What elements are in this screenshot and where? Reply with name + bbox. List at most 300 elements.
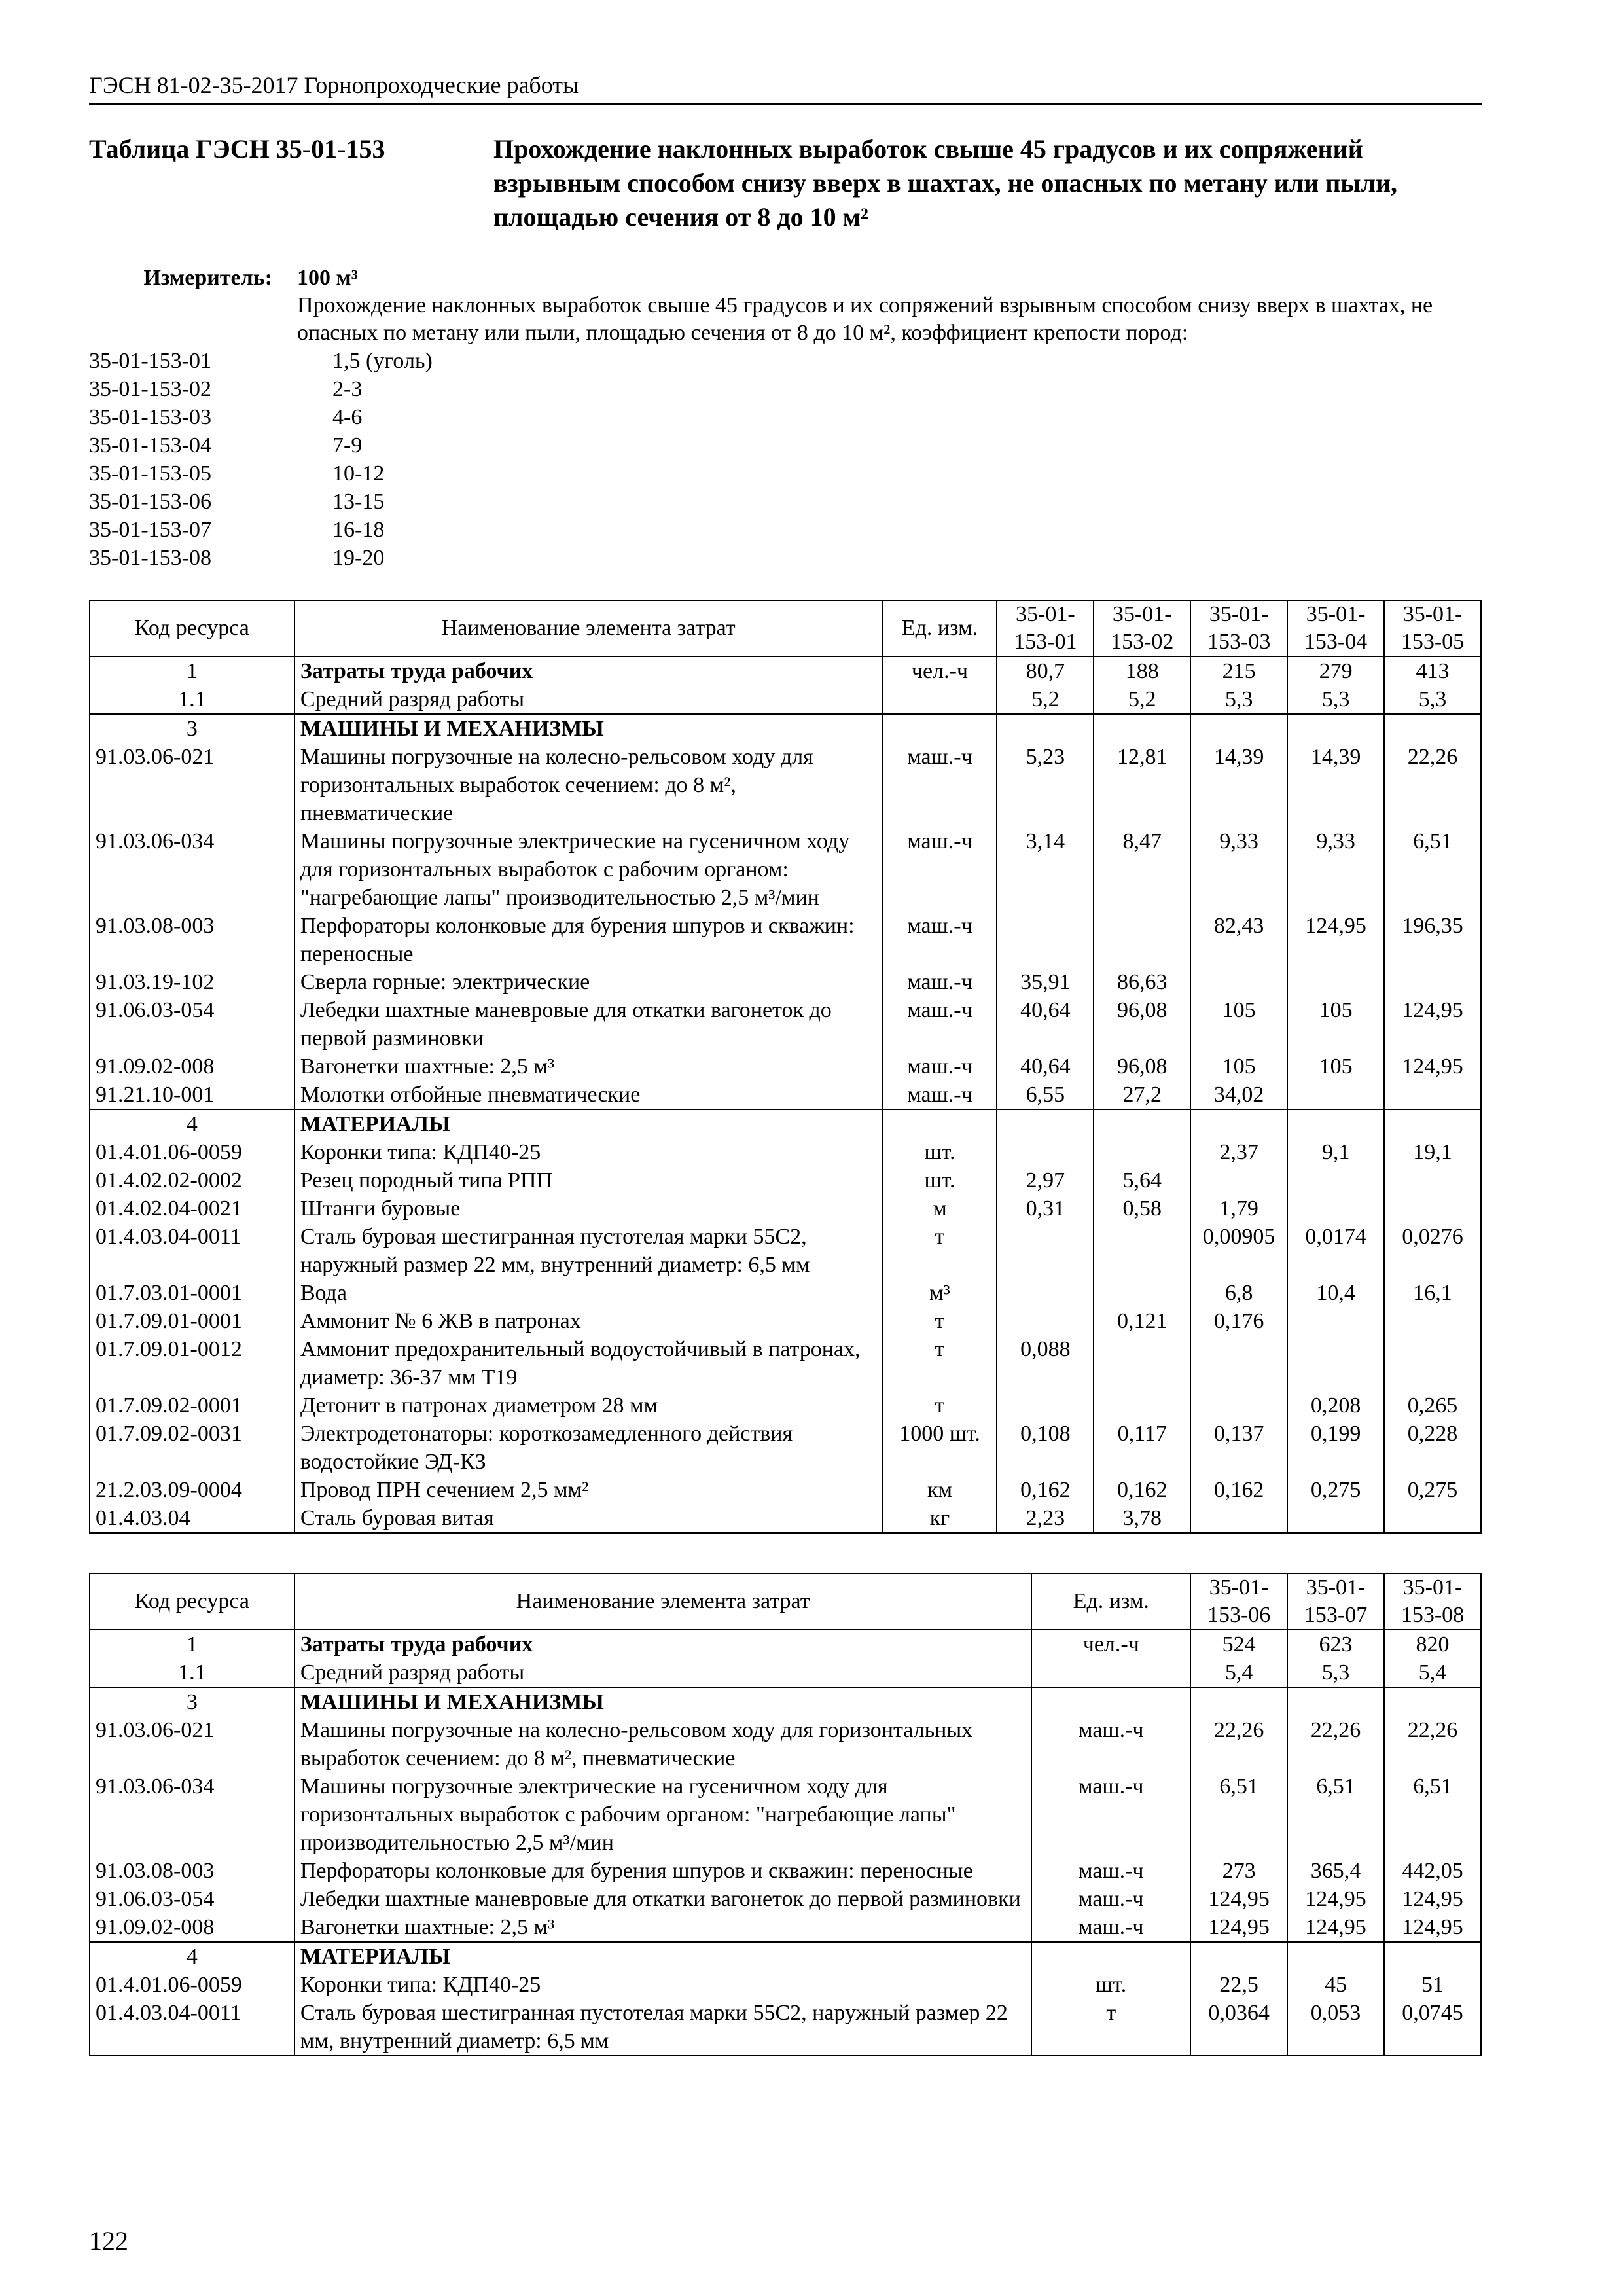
value-cell: 22,26 [1384,743,1481,827]
value-cell [1190,1109,1287,1138]
value-cell [1384,1109,1481,1138]
value-cell [1190,714,1287,743]
unit-cell: т [1031,1999,1190,2056]
value-cell: 12,81 [1094,743,1190,827]
value-cell: 279 [1287,656,1384,685]
value-cell: 82,43 [1190,912,1287,968]
value-cell: 124,95 [1384,1913,1481,1942]
table-row [90,1659,1481,1687]
value-cell: 124,95 [1190,1913,1287,1942]
value-cell: 2,23 [997,1504,1094,1533]
table-header-row [90,1573,1481,1630]
table-row [90,1307,1481,1335]
value-cell: 105 [1287,1052,1384,1081]
value-cell: 5,3 [1287,685,1384,714]
value-cell: 9,1 [1287,1138,1384,1166]
value-cell: 22,26 [1287,1716,1384,1772]
value-cell: 6,51 [1190,1772,1287,1857]
value-cell [1287,1081,1384,1109]
value-cell: 124,95 [1384,1052,1481,1081]
resource-code-cell: 1.1 [90,685,294,714]
unit-cell: 1000 шт. [883,1420,997,1476]
resource-code-cell: 01.7.09.02-0031 [90,1420,294,1476]
value-cell [1094,1279,1190,1307]
code-list-item [89,488,1482,516]
value-cell [1190,1166,1287,1194]
column-header: Ед. изм. [883,600,997,656]
resource-name-cell: Затраты труда рабочих [294,656,883,685]
resource-name-cell: Детонит в патронах диаметром 28 мм [294,1391,883,1420]
value-cell: 0,228 [1384,1420,1481,1476]
value-cell [1287,1109,1384,1138]
resource-name-cell: МАШИНЫ И МЕХАНИЗМЫ [294,714,883,743]
value-cell: 0,275 [1287,1476,1384,1504]
value-cell: 6,51 [1287,1772,1384,1857]
table-row [90,1052,1481,1081]
value-cell: 105 [1287,996,1384,1052]
unit-cell: маш.-ч [1031,1857,1190,1885]
value-cell [1384,1166,1481,1194]
table-row [90,1971,1481,1999]
value-cell [1384,1194,1481,1223]
table-row [90,1687,1481,1716]
column-header: Код ресурса [90,600,294,656]
column-header: 35-01-153-05 [1384,600,1481,656]
value-cell: 6,8 [1190,1279,1287,1307]
value-cell [1287,1504,1384,1533]
value-cell: 6,51 [1384,827,1481,912]
code-list-code: 35-01-153-02 [89,377,211,401]
value-cell: 14,39 [1287,743,1384,827]
unit-cell: шт. [883,1138,997,1166]
value-cell: 124,95 [1287,912,1384,968]
code-list-code: 35-01-153-07 [89,518,211,542]
value-cell: 0,208 [1287,1391,1384,1420]
code-list-value: 10-12 [332,461,385,486]
table-header-row [90,600,1481,656]
table-row [90,743,1481,827]
resource-name-cell: Вода [294,1279,883,1307]
code-list-item [89,544,1482,572]
value-cell [1384,1307,1481,1335]
value-cell: 5,64 [1094,1166,1190,1194]
table-row [90,1857,1481,1885]
value-cell [1384,1687,1481,1716]
unit-cell: чел.-ч [1031,1630,1190,1659]
value-cell: 0,0276 [1384,1223,1481,1279]
resource-name-cell: МАТЕРИАЛЫ [294,1109,883,1138]
value-cell: 0,162 [1094,1476,1190,1504]
resource-name-cell: Сталь буровая витая [294,1504,883,1533]
value-cell [1287,1166,1384,1194]
value-cell: 442,05 [1384,1857,1481,1885]
value-cell: 124,95 [1287,1885,1384,1913]
table-row [90,1391,1481,1420]
resource-code-cell: 91.09.02-008 [90,1913,294,1942]
value-cell: 0,137 [1190,1420,1287,1476]
resource-code-cell: 01.7.03.01-0001 [90,1279,294,1307]
resource-code-cell: 4 [90,1942,294,1971]
value-cell: 40,64 [997,1052,1094,1081]
value-cell: 0,162 [997,1476,1094,1504]
resource-table-1 [89,600,1482,1534]
unit-cell: т [883,1335,997,1391]
unit-cell [883,685,997,714]
value-cell: 9,33 [1190,827,1287,912]
value-cell: 215 [1190,656,1287,685]
column-header: Наименование элемента затрат [294,1573,1032,1630]
unit-cell: маш.-ч [1031,1885,1190,1913]
value-cell: 8,47 [1094,827,1190,912]
table-row [90,1504,1481,1533]
value-cell: 22,26 [1190,1716,1287,1772]
column-header: 35-01-153-06 [1190,1573,1287,1630]
value-cell: 0,0364 [1190,1999,1287,2056]
value-cell [1287,1194,1384,1223]
value-cell: 86,63 [1094,968,1190,996]
code-list-code: 35-01-153-06 [89,490,211,514]
value-cell: 2,97 [997,1166,1094,1194]
meter-description: Прохождение наклонных выработок свыше 45 градусов и их сопряжений взрывным способом снизу вверх в шахтах, не опасных по метану или пыли, площадью сечения от 8 до 10 м², коэффициент крепости пород: [297,293,1433,345]
value-cell: 105 [1190,1052,1287,1081]
value-cell [1094,912,1190,968]
resource-name-cell: Машины погрузочные электрические на гусеничном ходу для горизонтальных выработок с рабочим органом: "нагребающие лапы" производительностью 2,5 м³/мин [294,827,883,912]
value-cell: 6,51 [1384,1772,1481,1857]
value-cell [997,912,1094,968]
resource-name-cell: Сталь буровая шестигранная пустотелая марки 55С2, наружный размер 22 мм, внутренний диаметр: 6,5 мм [294,1999,1032,2056]
value-cell [1190,1335,1287,1391]
value-cell: 105 [1190,996,1287,1052]
value-cell: 1,79 [1190,1194,1287,1223]
value-cell: 273 [1190,1857,1287,1885]
unit-cell: маш.-ч [883,968,997,996]
resource-name-cell: Машины погрузочные электрические на гусеничном ходу для горизонтальных выработок с рабочим органом: "нагребающие лапы" производительностью 2,5 м³/мин [294,1772,1032,1857]
resource-code-cell: 91.06.03-054 [90,996,294,1052]
value-cell: 0,58 [1094,1194,1190,1223]
code-list-item [89,403,1482,431]
table-title [89,132,1482,234]
running-header: ГЭСН 81-02-35-2017 Горнопроходческие работы [89,72,1482,105]
value-cell: 124,95 [1384,996,1481,1052]
table-row [90,912,1481,968]
resource-name-cell: Электродетонаторы: короткозамедленного действия водостойкие ЭД-КЗ [294,1420,883,1476]
code-list-item [89,459,1482,488]
code-list-value: 16-18 [332,518,385,542]
resource-name-cell: Аммонит предохранительный водоустойчивый в патронах, диаметр: 36-37 мм Т19 [294,1335,883,1391]
table-row [90,1109,1481,1138]
value-cell [1190,1504,1287,1533]
value-cell: 19,1 [1384,1138,1481,1166]
code-list-value: 1,5 (уголь) [332,349,433,373]
resource-code-cell: 91.03.06-021 [90,1716,294,1772]
table-row [90,968,1481,996]
unit-cell [883,1109,997,1138]
value-cell: 16,1 [1384,1279,1481,1307]
value-cell: 124,95 [1287,1913,1384,1942]
resource-name-cell: Лебедки шахтные маневровые для откатки вагонеток до первой разминовки [294,996,883,1052]
value-cell [1287,1335,1384,1391]
resource-code-cell: 91.09.02-008 [90,1052,294,1081]
table-row [90,1335,1481,1391]
resource-name-cell: Вагонетки шахтные: 2,5 м³ [294,1913,1032,1942]
resource-code-cell: 01.4.02.04-0021 [90,1194,294,1223]
value-cell: 124,95 [1190,1885,1287,1913]
value-cell [1287,1942,1384,1971]
code-list-item [89,375,1482,403]
unit-cell: маш.-ч [1031,1772,1190,1857]
resource-code-cell: 91.03.06-034 [90,1772,294,1857]
value-cell: 45 [1287,1971,1384,1999]
unit-cell [1031,1942,1190,1971]
value-cell [1094,1138,1190,1166]
value-cell [1384,1081,1481,1109]
value-cell [997,1391,1094,1420]
table-row [90,827,1481,912]
code-list-item [89,431,1482,459]
resource-code-cell: 1.1 [90,1659,294,1687]
resource-name-cell: Сверла горные: электрические [294,968,883,996]
value-cell: 6,55 [997,1081,1094,1109]
resource-name-cell: Сталь буровая шестигранная пустотелая марки 55С2, наружный размер 22 мм, внутренний диаметр: 6,5 мм [294,1223,883,1279]
resource-code-cell: 01.7.09.02-0001 [90,1391,294,1420]
unit-cell: маш.-ч [1031,1913,1190,1942]
column-header: Наименование элемента затрат [294,600,883,656]
resource-code-cell: 3 [90,1687,294,1716]
value-cell: 96,08 [1094,1052,1190,1081]
code-list-value: 7-9 [332,433,363,457]
resource-code-cell: 01.4.02.02-0002 [90,1166,294,1194]
unit-cell: маш.-ч [1031,1716,1190,1772]
value-cell: 524 [1190,1630,1287,1659]
resource-name-cell: Средний разряд работы [294,685,883,714]
resource-name-cell: МАШИНЫ И МЕХАНИЗМЫ [294,1687,1032,1716]
resource-code-cell: 21.2.03.09-0004 [90,1476,294,1504]
unit-cell: т [883,1223,997,1279]
value-cell: 0,265 [1384,1391,1481,1420]
unit-cell: т [883,1307,997,1335]
resource-name-cell: Коронки типа: КДП40-25 [294,1138,883,1166]
meter-value: 100 м³ [297,266,358,290]
table-row [90,1999,1481,2056]
value-cell: 34,02 [1190,1081,1287,1109]
value-cell: 623 [1287,1630,1384,1659]
resource-code-cell: 01.7.09.01-0012 [90,1335,294,1391]
value-cell: 40,64 [997,996,1094,1052]
resource-code-cell: 01.4.03.04-0011 [90,1223,294,1279]
value-cell [1384,714,1481,743]
unit-cell: маш.-ч [883,912,997,968]
value-cell: 0,31 [997,1194,1094,1223]
resource-code-cell: 01.4.01.06-0059 [90,1971,294,1999]
unit-cell: м³ [883,1279,997,1307]
value-cell: 0,117 [1094,1420,1190,1476]
resource-code-cell: 1 [90,1630,294,1659]
table-row [90,996,1481,1052]
value-cell: 0,088 [997,1335,1094,1391]
value-cell: 9,33 [1287,827,1384,912]
value-cell [997,1279,1094,1307]
unit-cell: чел.-ч [883,656,997,685]
table-row [90,714,1481,743]
column-header: 35-01-153-04 [1287,600,1384,656]
value-cell [1190,968,1287,996]
resource-code-cell: 91.03.06-021 [90,743,294,827]
code-list [89,347,1482,572]
value-cell [1287,1687,1384,1716]
value-cell: 0,275 [1384,1476,1481,1504]
code-list-value: 13-15 [332,490,385,514]
value-cell: 820 [1384,1630,1481,1659]
unit-cell: маш.-ч [883,996,997,1052]
value-cell: 0,121 [1094,1307,1190,1335]
value-cell [997,1223,1094,1279]
resource-name-cell: Средний разряд работы [294,1659,1032,1687]
resource-name-cell: Вагонетки шахтные: 2,5 м³ [294,1052,883,1081]
resource-code-cell: 1 [90,656,294,685]
table-title-text: Прохождение наклонных выработок свыше 45 градусов и их сопряжений взрывным способом снизу вверх в шахтах, не опасных по метану или пыли, площадью сечения от 8 до 10 м² [493,134,1397,232]
value-cell [1384,968,1481,996]
unit-cell: т [883,1391,997,1420]
resource-name-cell: Штанги буровые [294,1194,883,1223]
unit-cell [883,714,997,743]
code-list-value: 4-6 [332,405,363,429]
code-list-code: 35-01-153-04 [89,433,211,457]
value-cell: 5,2 [997,685,1094,714]
table-row [90,1081,1481,1109]
table-row [90,1630,1481,1659]
value-cell: 0,108 [997,1420,1094,1476]
code-list-code: 35-01-153-08 [89,546,211,570]
column-header: Ед. изм. [1031,1573,1190,1630]
resource-code-cell: 01.4.01.06-0059 [90,1138,294,1166]
value-cell: 0,0174 [1287,1223,1384,1279]
unit-cell: кг [883,1504,997,1533]
value-cell: 0,176 [1190,1307,1287,1335]
resource-code-cell: 91.03.08-003 [90,912,294,968]
column-header: 35-01-153-08 [1384,1573,1481,1630]
value-cell: 0,162 [1190,1476,1287,1504]
column-header: 35-01-153-07 [1287,1573,1384,1630]
resource-name-cell: Молотки отбойные пневматические [294,1081,883,1109]
table-row [90,1420,1481,1476]
meter-label: Измеритель: [143,266,272,290]
value-cell: 124,95 [1384,1885,1481,1913]
value-cell: 51 [1384,1971,1481,1999]
table-row [90,1194,1481,1223]
value-cell [1190,1942,1287,1971]
resource-code-cell: 3 [90,714,294,743]
resource-code-cell: 91.03.08-003 [90,1857,294,1885]
value-cell: 3,78 [1094,1504,1190,1533]
code-list-code: 35-01-153-05 [89,461,211,486]
value-cell: 35,91 [997,968,1094,996]
value-cell: 3,14 [997,827,1094,912]
value-cell: 0,053 [1287,1999,1384,2056]
value-cell: 188 [1094,656,1190,685]
resource-name-cell: МАТЕРИАЛЫ [294,1942,1032,1971]
value-cell [997,1138,1094,1166]
value-cell [997,1109,1094,1138]
value-cell: 80,7 [997,656,1094,685]
resource-code-cell: 91.06.03-054 [90,1885,294,1913]
resource-name-cell: Коронки типа: КДП40-25 [294,1971,1032,1999]
resource-code-cell: 91.21.10-001 [90,1081,294,1109]
value-cell: 5,2 [1094,685,1190,714]
unit-cell: маш.-ч [883,1052,997,1081]
resource-name-cell: Аммонит № 6 ЖВ в патронах [294,1307,883,1335]
code-list-item [89,347,1482,375]
value-cell [1190,1687,1287,1716]
unit-cell: маш.-ч [883,827,997,912]
table-row [90,1476,1481,1504]
resource-name-cell: Перфораторы колонковые для бурения шпуров и скважин: переносные [294,912,883,968]
resource-name-cell: Резец породный типа РПП [294,1166,883,1194]
value-cell: 0,0745 [1384,1999,1481,2056]
resource-code-cell: 01.4.03.04-0011 [90,1999,294,2056]
value-cell: 365,4 [1287,1857,1384,1885]
table-row [90,1913,1481,1942]
value-cell: 196,35 [1384,912,1481,968]
table-row [90,1942,1481,1971]
resource-code-cell: 01.4.03.04 [90,1504,294,1533]
value-cell: 5,4 [1384,1659,1481,1687]
resource-code-cell: 4 [90,1109,294,1138]
resource-name-cell: Лебедки шахтные маневровые для откатки вагонеток до первой разминовки [294,1885,1032,1913]
resource-name-cell: Машины погрузочные на колесно-рельсовом ходу для горизонтальных выработок сечением: до 8 м², пневматические [294,743,883,827]
value-cell: 22,5 [1190,1971,1287,1999]
resource-code-cell: 01.7.09.01-0001 [90,1307,294,1335]
resource-name-cell: Провод ПРН сечением 2,5 мм² [294,1476,883,1504]
code-list-item [89,516,1482,544]
value-cell [997,714,1094,743]
table-row [90,1223,1481,1279]
unit-cell: м [883,1194,997,1223]
value-cell [1384,1504,1481,1533]
value-cell: 27,2 [1094,1081,1190,1109]
value-cell [1094,1223,1190,1279]
table-row [90,1279,1481,1307]
code-list-value: 19-20 [332,546,385,570]
column-header: 35-01-153-01 [997,600,1094,656]
value-cell: 5,3 [1287,1659,1384,1687]
value-cell [1094,714,1190,743]
value-cell [1384,1942,1481,1971]
value-cell: 0,00905 [1190,1223,1287,1279]
resource-name-cell: Затраты труда рабочих [294,1630,1032,1659]
value-cell: 5,23 [997,743,1094,827]
column-header: 35-01-153-02 [1094,600,1190,656]
table-row [90,1772,1481,1857]
value-cell [1287,968,1384,996]
table-row [90,1138,1481,1166]
table-row [90,685,1481,714]
code-list-code: 35-01-153-03 [89,405,211,429]
value-cell: 5,4 [1190,1659,1287,1687]
value-cell [997,1307,1094,1335]
resource-table-2 [89,1573,1482,2056]
value-cell [1094,1335,1190,1391]
resource-name-cell: Машины погрузочные на колесно-рельсовом ходу для горизонтальных выработок сечением: до 8 м², пневматические [294,1716,1032,1772]
unit-cell: маш.-ч [883,743,997,827]
value-cell: 413 [1384,656,1481,685]
unit-cell [1031,1687,1190,1716]
table-row [90,1166,1481,1194]
column-header: 35-01-153-03 [1190,600,1287,656]
value-cell: 0,199 [1287,1420,1384,1476]
table-row [90,656,1481,685]
resource-code-cell: 91.03.19-102 [90,968,294,996]
value-cell [1287,714,1384,743]
